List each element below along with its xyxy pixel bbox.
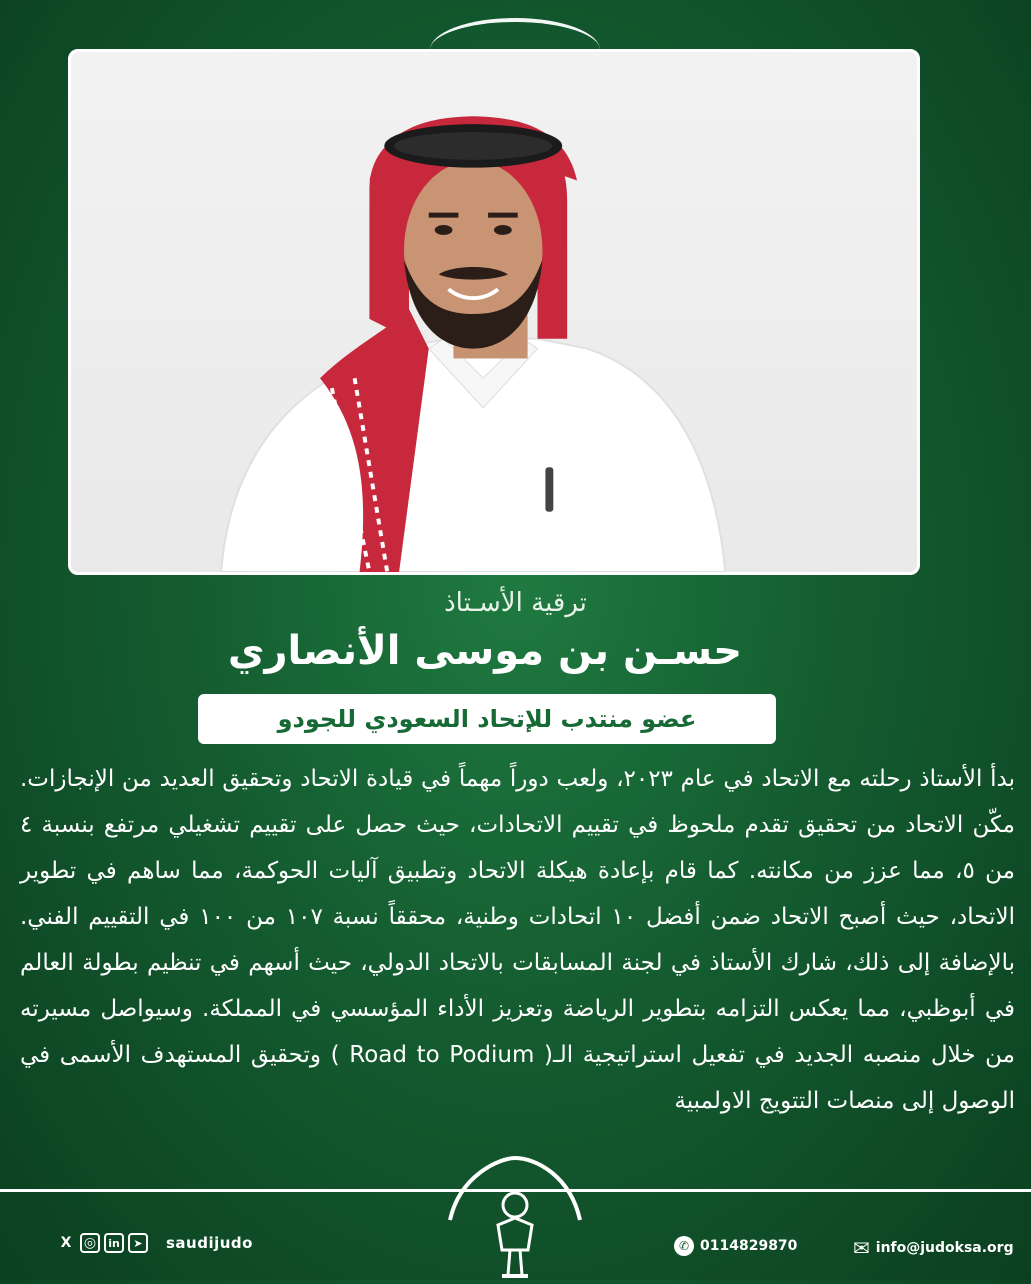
person-name: حسـن بن موسى الأنصاري	[227, 628, 743, 674]
pretitle: ترقية الأسـتاذ	[444, 588, 587, 618]
email-contact[interactable]	[853, 1236, 1014, 1260]
body-paragraph: بدأ الأستاذ رحلته مع الاتحاد في عام ٢٠٢٣، ولعب دوراً مهماً في قيادة الاتحاد وتحقيق العديد من الإنجازات. مكّن الاتحاد من تحقيق تقدم ملحوظ في تقييم الاتحادات، حيث حصل على تقييم تشغيلي مرتفع بنسبة ٤ من ٥، مما عزز من مكانته. كما قام بإعادة هيكلة الاتحاد وتطبيق آليات الحوكمة، مما ساهم في تطوير الاتحاد، حيث أصبح الاتحاد ضمن أفضل ١٠ اتحادات وطنية، محققاً نسبة ١٠٧ من ١٠٠ في التقييم الفني. بالإضافة إلى ذلك، شارك الأستاذ في لجنة المسابقات بالاتحاد الدولي، حيث أسهم في تنظيم بطولة العالم في أبوظبي، مما يعكس التزامه بتطوير الرياضة وتعزيز الأداء المؤسسي في المملكة. وسيواصل مسيرته من خلال منصبه الجديد في تفعيل استراتيجية الـ( Road to Podium ) وتحقيق المستهدف الأسمى في الوصول إلى منصات التتويج الاولمبية	[20, 766, 1016, 1114]
phone-icon: ✆	[674, 1236, 694, 1256]
telegram-icon[interactable]: ➤	[128, 1233, 148, 1253]
mail-icon: ✉	[853, 1236, 870, 1260]
social-handle[interactable]: saudijudo	[166, 1234, 253, 1252]
social-links	[56, 1233, 253, 1253]
email-address: info@judoksa.org	[875, 1240, 1014, 1256]
phone-number: 0114829870	[700, 1238, 798, 1254]
instagram-icon[interactable]: ◎	[80, 1233, 100, 1253]
logo-icon	[440, 1150, 590, 1280]
judo-federation-logo	[440, 1150, 590, 1280]
linkedin-icon[interactable]: in	[104, 1233, 124, 1253]
phone-contact[interactable]	[674, 1236, 797, 1256]
role-text: عضو منتدب للإتحاد السعودي للجودو	[277, 705, 697, 733]
man-portrait-image	[71, 52, 917, 572]
x-icon[interactable]: X	[60, 1235, 72, 1251]
role-badge	[198, 694, 776, 744]
portrait-photo	[68, 49, 920, 575]
